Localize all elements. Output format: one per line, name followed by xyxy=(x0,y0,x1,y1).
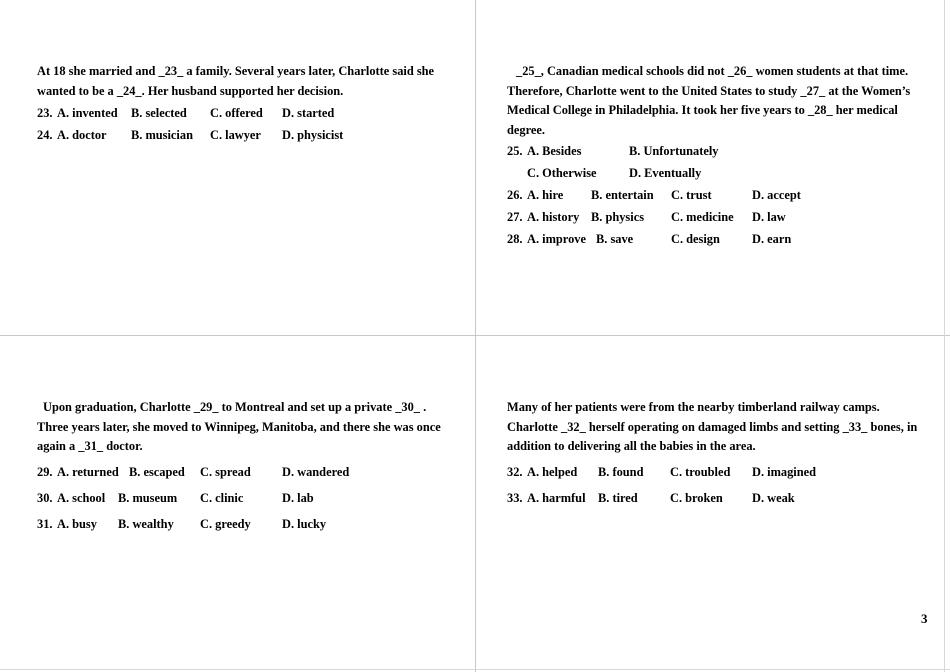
option-a: A. Besides xyxy=(527,144,582,158)
passage-29-31: Upon graduation, Charlotte _29_ to Montreal and set up a private _30_ . Three years later, she moved to Winnipeg, Manitoba, and there she was once again a _31_ doctor. xyxy=(37,400,441,453)
option-b: B. Unfortunately xyxy=(629,144,719,158)
panel-bottom-left xyxy=(37,398,457,533)
option-b: B. selected xyxy=(131,106,187,120)
question-33 xyxy=(507,489,919,507)
question-number: 29. xyxy=(37,464,53,479)
option-c: C. greedy xyxy=(200,516,251,531)
option-a: A. busy xyxy=(57,516,97,531)
option-b: B. found xyxy=(598,464,644,479)
question-number: 27. xyxy=(507,210,523,224)
question-25 xyxy=(507,142,919,160)
horizontal-divider xyxy=(0,335,950,336)
option-a: A. harmful xyxy=(527,490,586,505)
question-29 xyxy=(37,463,457,481)
option-d: D. imagined xyxy=(752,464,817,479)
option-b: B. escaped xyxy=(129,464,185,479)
option-b: B. wealthy xyxy=(118,516,174,531)
option-a: A. improve xyxy=(527,232,586,246)
question-31 xyxy=(37,515,457,533)
option-b: B. museum xyxy=(118,490,178,505)
panel-top-left xyxy=(37,62,457,144)
question-27 xyxy=(507,208,919,226)
option-b: B. musician xyxy=(131,128,193,142)
question-number: 24. xyxy=(37,128,53,142)
page-edge-right xyxy=(944,0,945,672)
option-a: A. hire xyxy=(527,188,564,202)
option-a: A. invented xyxy=(57,106,118,120)
question-30 xyxy=(37,489,457,507)
option-c: C. lawyer xyxy=(210,128,261,142)
option-c: C. trust xyxy=(671,188,712,202)
option-b: B. physics xyxy=(591,210,645,224)
question-number: 26. xyxy=(507,188,523,202)
question-number: 25. xyxy=(507,144,523,158)
question-23 xyxy=(37,104,457,122)
option-d: D. lab xyxy=(282,490,314,505)
option-d: D. earn xyxy=(752,232,792,246)
option-d: D. started xyxy=(282,106,335,120)
question-28 xyxy=(507,230,919,248)
option-d: D. Eventually xyxy=(629,166,702,180)
question-32 xyxy=(507,463,919,481)
vertical-divider xyxy=(475,0,476,672)
option-c: C. offered xyxy=(210,106,263,120)
question-number: 30. xyxy=(37,490,53,505)
option-d: D. accept xyxy=(752,188,801,202)
question-25-cont xyxy=(507,164,919,182)
option-b: B. entertain xyxy=(591,188,654,202)
option-c: C. design xyxy=(671,232,720,246)
option-a: A. returned xyxy=(57,464,119,479)
option-a: A. history xyxy=(527,210,580,224)
option-c: C. medicine xyxy=(671,210,734,224)
passage-32-33: Many of her patients were from the nearby timberland railway camps. Charlotte _32_ herself operating on damaged limbs and setting _33_ bones, in addition to delivering all the babies in the area. xyxy=(507,400,918,453)
question-number: 32. xyxy=(507,464,523,479)
option-d: D. law xyxy=(752,210,786,224)
option-a: A. doctor xyxy=(57,128,107,142)
question-number: 28. xyxy=(507,232,523,246)
page-edge-bottom xyxy=(0,669,950,670)
page-number: 3 xyxy=(921,611,928,626)
passage-25-28: _25_, Canadian medical schools did not _26_ women students at that time. Therefore, Charlotte went to the United States to study _27_ at the Women’s Medical College in Philadelphia. It took her five years to _28_ her medical degree. xyxy=(507,64,911,137)
panel-bottom-right xyxy=(507,398,919,507)
option-c: C. Otherwise xyxy=(527,166,597,180)
option-b: B. tired xyxy=(598,490,638,505)
option-c: C. spread xyxy=(200,464,251,479)
option-d: D. wandered xyxy=(282,464,350,479)
option-c: C. broken xyxy=(670,490,723,505)
question-number: 31. xyxy=(37,516,53,531)
option-b: B. save xyxy=(596,232,634,246)
option-a: A. school xyxy=(57,490,106,505)
question-26 xyxy=(507,186,919,204)
option-d: D. lucky xyxy=(282,516,327,531)
question-number: 33. xyxy=(507,490,523,505)
option-d: D. physicist xyxy=(282,128,344,142)
passage-23-24: At 18 she married and _23_ a family. Several years later, Charlotte said she wanted to be a _24_. Her husband supported her decision. xyxy=(37,64,435,98)
question-24 xyxy=(37,126,457,144)
panel-top-right xyxy=(507,62,919,248)
option-a: A. helped xyxy=(527,464,578,479)
option-c: C. clinic xyxy=(200,490,244,505)
question-number: 23. xyxy=(37,106,53,120)
option-c: C. troubled xyxy=(670,464,731,479)
option-d: D. weak xyxy=(752,490,795,505)
